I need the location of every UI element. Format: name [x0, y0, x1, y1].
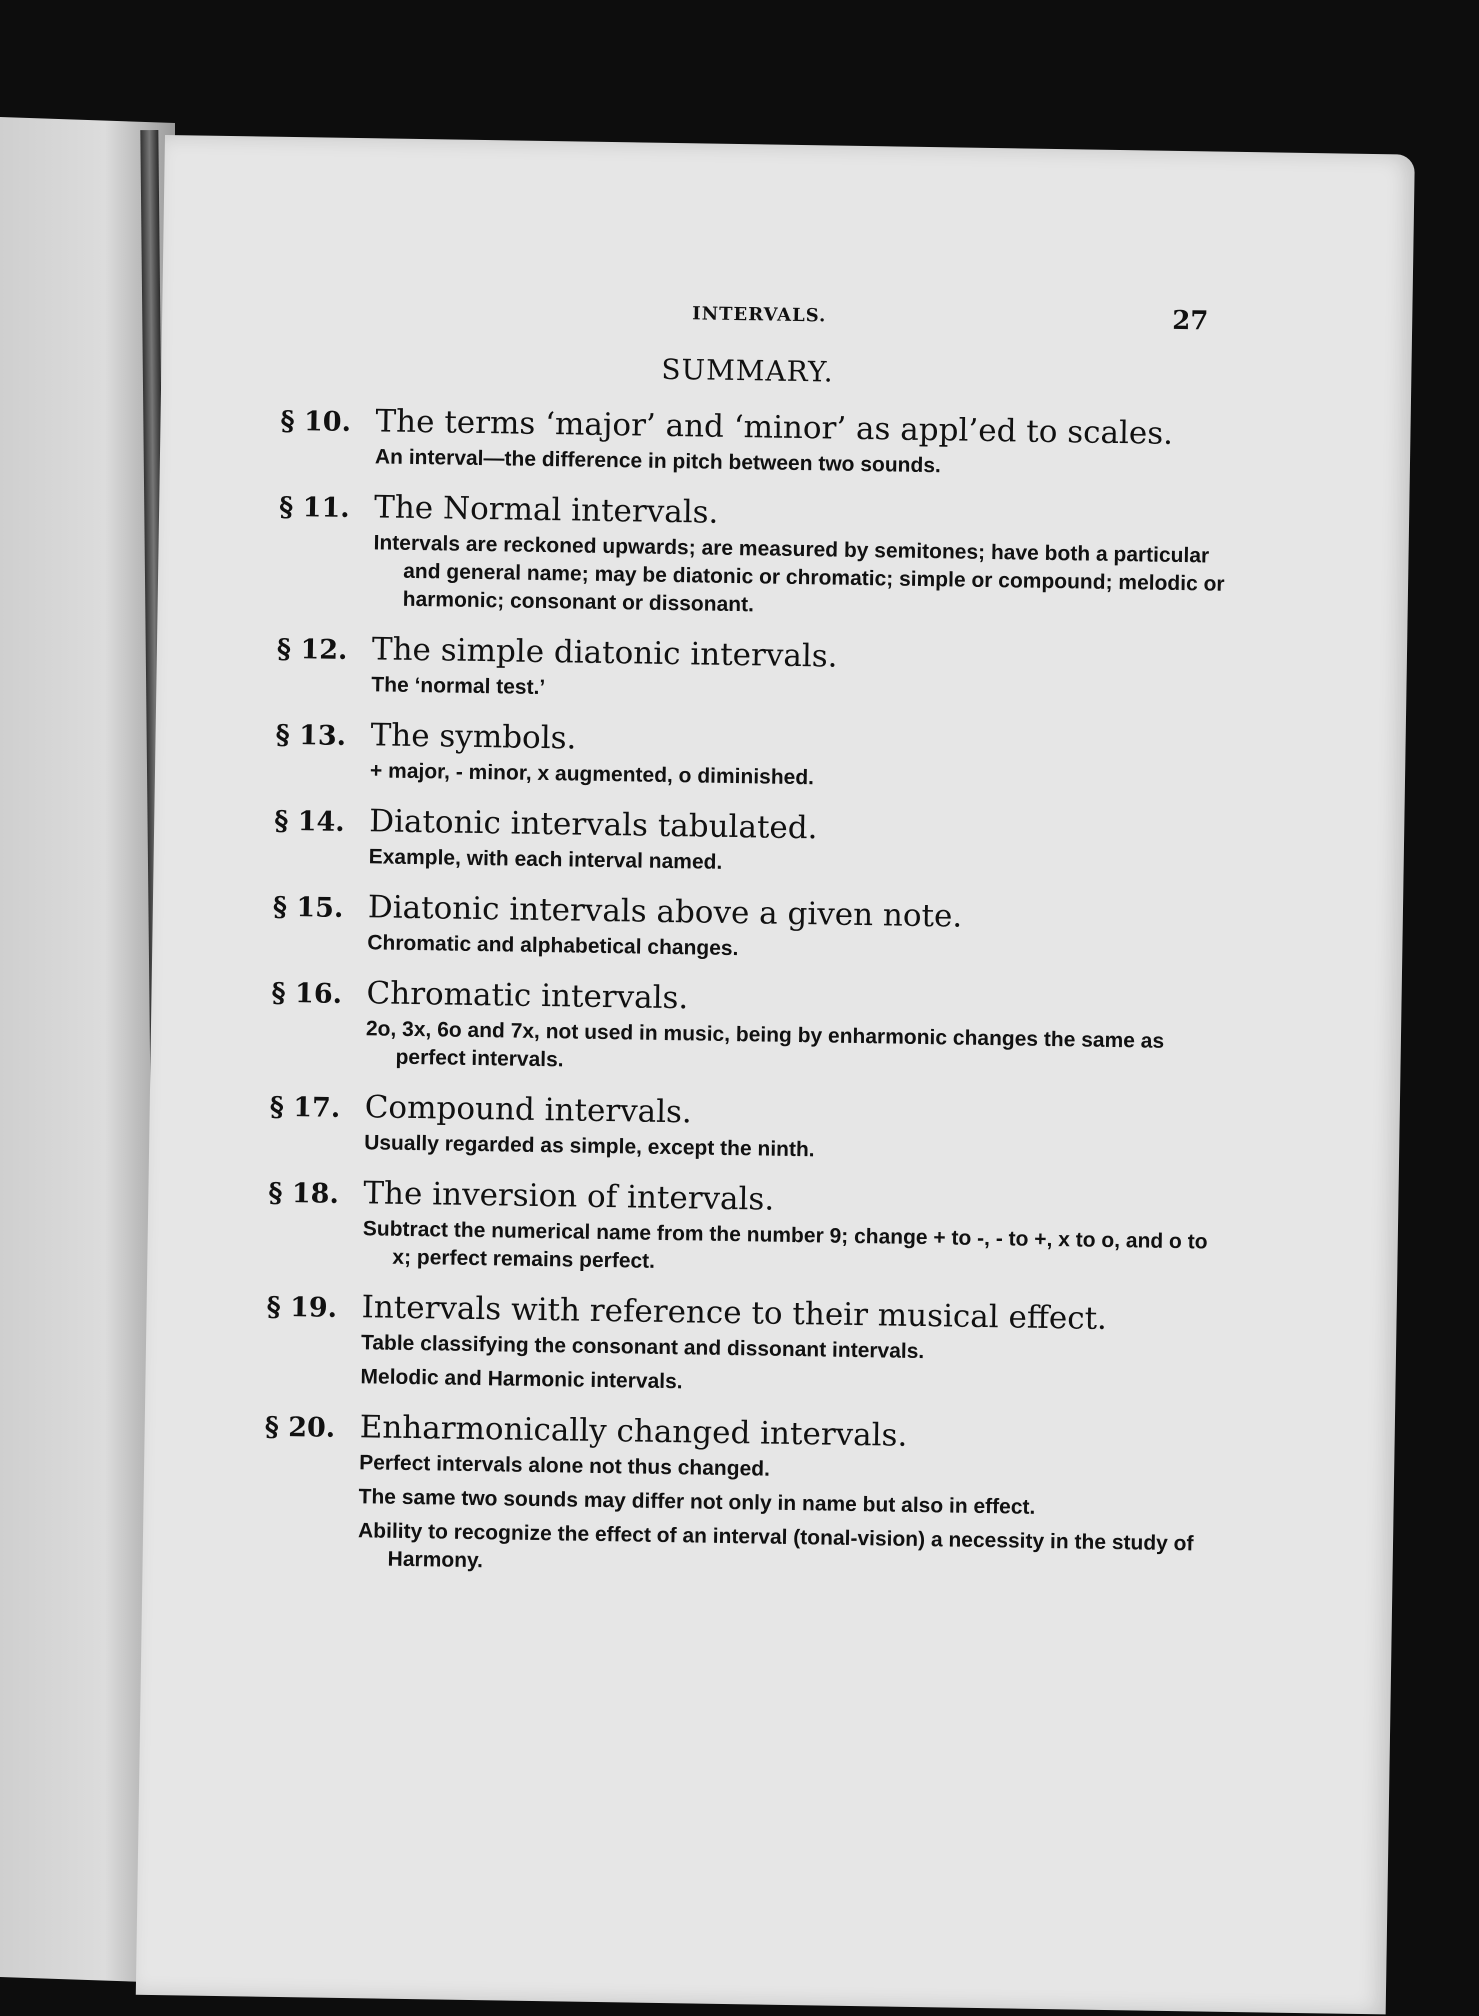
section-number: § 11.	[278, 491, 350, 524]
section-title: Diatonic intervals above a given note.	[367, 889, 963, 935]
section-title: The symbols.	[370, 717, 577, 757]
summary-list	[262, 402, 1241, 1605]
section-title: The Normal intervals.	[373, 489, 719, 531]
section-description: Usually regarded as simple, except the ninth.	[364, 1131, 815, 1162]
section-description: Ability to recognize the effect of an interval (tonal-vision) a necessity in the study of Harmony.	[357, 1519, 1194, 1573]
section-title: Compound intervals.	[364, 1089, 693, 1131]
summary-entry	[270, 974, 1231, 1085]
section-description: An interval—the difference in pitch between two sounds.	[374, 445, 941, 478]
summary-entry	[269, 1088, 1230, 1171]
section-title: Enharmonically changed intervals.	[359, 1409, 908, 1454]
section-description: Subtract the numerical name from the number 9; change + to -, - to +, x to o, and o to x; perfect remains perfect.	[362, 1217, 1208, 1273]
section-number: § 14.	[273, 805, 345, 838]
section-title: Chromatic intervals.	[366, 975, 689, 1017]
section-description: + major, - minor, x augmented, o diminished.	[369, 759, 815, 790]
summary-title: SUMMARY.	[661, 352, 834, 389]
section-description: Melodic and Harmonic intervals.	[360, 1365, 683, 1394]
section-title: Intervals with reference to their musical effect.	[361, 1289, 1108, 1337]
book-page	[136, 135, 1415, 2014]
summary-entry	[273, 802, 1234, 885]
section-title: The simple diatonic intervals.	[371, 631, 838, 675]
summary-entry	[262, 1408, 1224, 1587]
page-number: 27	[1171, 305, 1209, 337]
section-description: Perfect intervals alone not thus changed.	[358, 1451, 771, 1481]
summary-entry	[280, 402, 1241, 485]
section-description: 2o, 3x, 6o and 7x, not used in music, being by enharmonic changes the same as perfect intervals.	[365, 1017, 1165, 1072]
section-number: § 17.	[269, 1091, 341, 1124]
section-description: Intervals are reckoned upwards; are measured by semitones; have both a particular and general name; may be diatonic or chromatic; simple or compound; melodic or harmonic; consonant or dissonant.	[373, 531, 1225, 617]
section-number: § 13.	[275, 719, 347, 752]
section-description: Table classifying the consonant and dissonant intervals.	[360, 1331, 925, 1364]
section-number: § 16.	[271, 977, 343, 1010]
section-description: Chromatic and alphabetical changes.	[367, 931, 739, 961]
summary-entry	[272, 888, 1233, 971]
section-number: § 19.	[266, 1291, 338, 1324]
summary-entry	[275, 716, 1236, 799]
section-description: Example, with each interval named.	[368, 845, 723, 874]
summary-entry	[267, 1174, 1228, 1285]
summary-entry	[276, 630, 1237, 713]
section-number: § 12.	[276, 633, 348, 666]
section-number: § 18.	[268, 1177, 340, 1210]
section-number: § 15.	[272, 891, 344, 924]
summary-entry	[278, 488, 1240, 627]
running-head: INTERVALS.	[692, 303, 827, 327]
summary-entry	[265, 1288, 1226, 1405]
section-title: The inversion of intervals.	[363, 1175, 775, 1218]
section-description: The same two sounds may differ not only in name but also in effect.	[358, 1485, 1036, 1519]
section-title: Diatonic intervals tabulated.	[368, 803, 818, 847]
section-title: The terms ‘major’ and ‘minor’ as appl’ed to scales.	[375, 403, 1174, 452]
section-number: § 20.	[264, 1411, 336, 1444]
section-number: § 10.	[280, 405, 352, 438]
section-description: The ‘normal test.’	[371, 673, 546, 700]
